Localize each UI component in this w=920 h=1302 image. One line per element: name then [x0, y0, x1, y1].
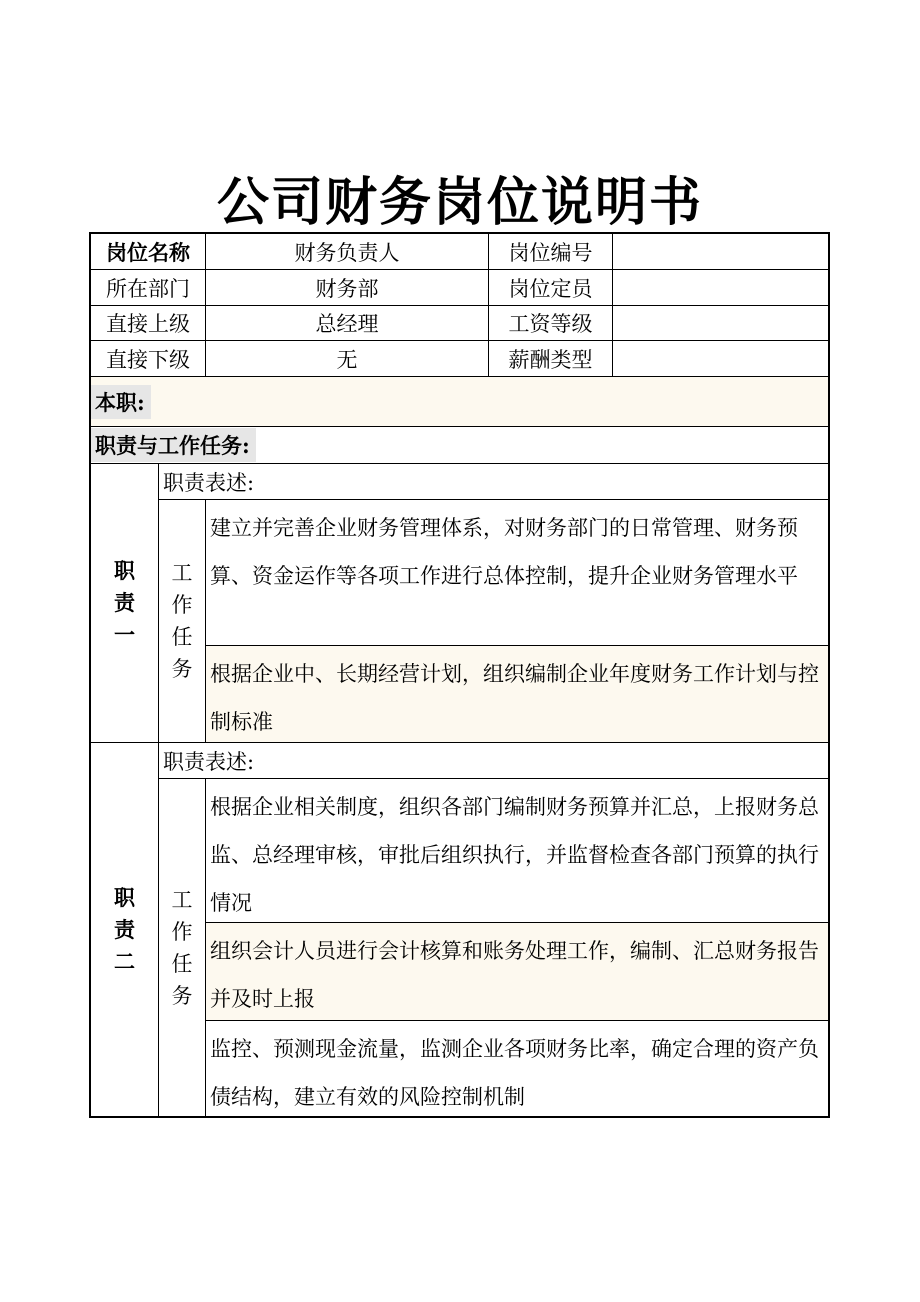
info-label-text: 直接上级: [106, 312, 190, 336]
info-value-text: 财务部: [315, 276, 379, 301]
task-item-text: 根据企业相关制度，组织各部门编制财务预算并汇总，上报财务总监、总经理审核，审批后组织执行，并监督检查各部门预算的执行情况: [210, 795, 819, 915]
info-label-text: 所在部门: [106, 276, 190, 301]
duties-label: 职责与工作任务:: [91, 428, 256, 462]
info-label: [90, 340, 206, 377]
info-label: [90, 233, 206, 270]
info-label2-text: 薪酬类型: [508, 347, 593, 372]
task-label: [158, 778, 206, 1118]
info-value2[interactable]: [612, 233, 830, 270]
info-label: [90, 305, 206, 341]
info-value[interactable]: [205, 305, 489, 341]
task-item: [205, 645, 830, 743]
duty-desc-label: [158, 463, 830, 500]
info-value2[interactable]: [612, 305, 830, 341]
info-label2: [488, 233, 613, 270]
info-label-text: 岗位名称: [106, 239, 190, 265]
task-item-text: 组织会计人员进行会计核算和账务处理工作，编制、汇总财务报告并及时上报: [210, 939, 819, 1011]
info-value2[interactable]: [612, 340, 830, 377]
info-value2[interactable]: [612, 269, 830, 306]
task-label-text: 工 作 任 务: [171, 888, 193, 1008]
info-label2: [488, 340, 613, 377]
duty-desc-label-text: 职责表述:: [163, 470, 255, 495]
info-label2-text: 岗位编号: [508, 240, 593, 265]
task-item-text: 根据企业中、长期经营计划，组织编制企业年度财务工作计划与控制标准: [210, 662, 819, 734]
info-value[interactable]: [205, 233, 489, 270]
info-label2: [488, 269, 613, 306]
info-label2-text: 工资等级: [508, 312, 593, 336]
info-value[interactable]: [205, 269, 489, 306]
duty-name-text: 职 责 一: [114, 558, 135, 647]
benzhi-label: 本职:: [91, 385, 151, 419]
info-label2: [488, 305, 613, 341]
duty-desc-label: [158, 742, 830, 779]
duty-name: [90, 463, 159, 743]
info-label-text: 直接下级: [106, 347, 190, 372]
duty-desc-label-text: 职责表述:: [163, 749, 255, 774]
info-value[interactable]: [205, 340, 489, 377]
info-value-text: 无: [336, 347, 358, 372]
task-item: [205, 499, 830, 646]
info-value-text: 总经理: [315, 312, 379, 336]
task-item-text: 建立并完善企业财务管理体系，对财务部门的日常管理、财务预算、资金运作等各项工作进行总体控制，提升企业财务管理水平: [210, 516, 798, 588]
page-title: 公司财务岗位说明书: [216, 172, 703, 233]
task-label: [158, 499, 206, 743]
info-value-text: 财务负责人: [294, 240, 400, 265]
task-item: [205, 922, 830, 1021]
info-label: [90, 269, 206, 306]
task-item: [205, 1020, 830, 1118]
task-item-text: 监控、预测现金流量，监测企业各项财务比率，确定合理的资产负债结构，建立有效的风险控制机制: [210, 1037, 819, 1109]
benzhi-row: [90, 376, 830, 427]
task-label-text: 工 作 任 务: [171, 561, 193, 681]
duties-header-row: [90, 426, 830, 464]
task-item: [205, 778, 830, 923]
info-label2-text: 岗位定员: [508, 276, 593, 301]
duty-name: [90, 742, 159, 1118]
duty-name-text: 职 责 二: [114, 885, 135, 974]
